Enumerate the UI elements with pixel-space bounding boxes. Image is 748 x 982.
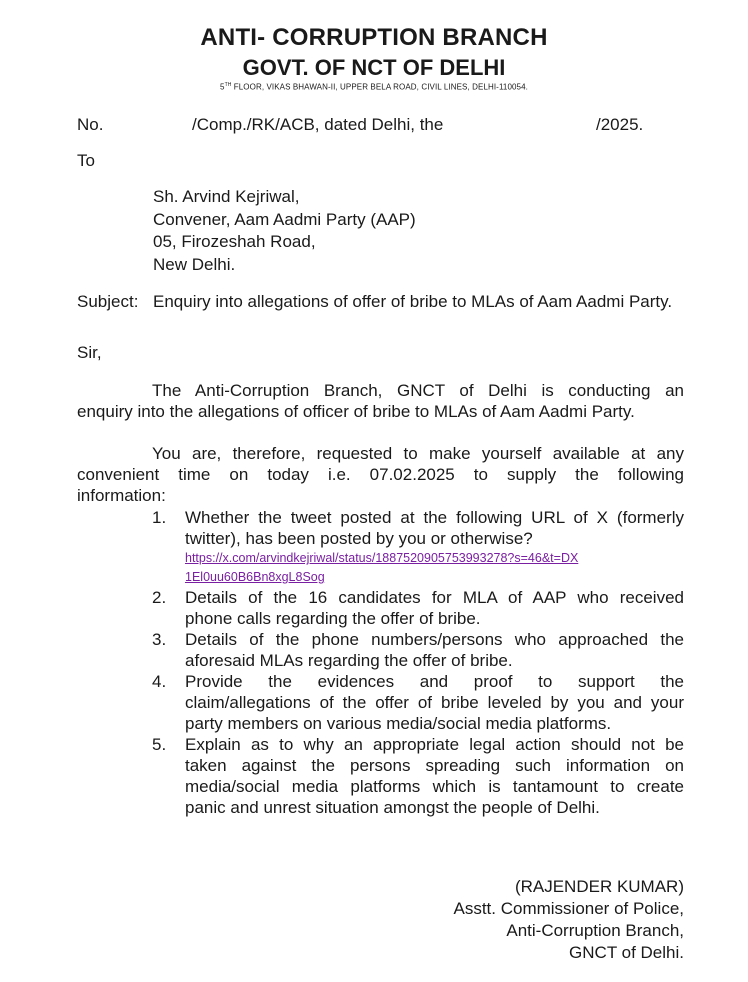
list-item-text: party members on various media/social media platforms. (185, 714, 612, 733)
paragraph-2 (77, 443, 684, 506)
reference-text: /Comp./RK/ACB, dated Delhi, the (192, 115, 444, 134)
list-item-text: twitter), has been posted by you or otherwise? (185, 529, 533, 548)
list-item-number: 3. (152, 630, 167, 649)
list-item-text: Provide the evidences and proof to support the (185, 672, 684, 691)
list-item (152, 734, 684, 818)
list-item-number: 4. (152, 672, 167, 691)
signatory-name: (RAJENDER KUMAR) (514, 877, 684, 896)
paragraph-2-line-3: information: (77, 486, 166, 505)
paragraph-2-line-2: convenient time on today i.e. 07.02.2025 to supply the following (77, 465, 684, 484)
greeting: Sir, (77, 343, 102, 362)
recipient-name: Sh. Arvind Kejriwal, (153, 187, 300, 206)
paragraph-1 (77, 380, 684, 422)
subject-text: Enquiry into allegations of offer of bribe to MLAs of Aam Aadmi Party. (153, 292, 673, 311)
letterhead-address: 5TH FLOOR, VIKAS BHAWAN-II, UPPER BELA ROAD, CIVIL LINES, DELHI-110054. (220, 82, 528, 92)
signatory-designation: Asstt. Commissioner of Police, (453, 899, 684, 918)
list-item-text: panic and unrest situation amongst the people of Delhi. (185, 798, 600, 817)
list-item-text: Whether the tweet posted at the following URL of X (formerly (185, 508, 684, 527)
list-item-text: media/social media platforms which is tantamount to create (185, 777, 684, 796)
reference-no-label: No. (77, 115, 104, 134)
recipient-address (153, 186, 416, 276)
recipient-title: Convener, Aam Aadmi Party (AAP) (153, 209, 416, 229)
request-list (152, 507, 684, 818)
list-item-text: Details of the phone numbers/persons who approached the (185, 630, 684, 649)
subject-label: Subject: (77, 292, 139, 311)
list-item-number: 5. (152, 735, 167, 754)
letterhead-subtitle: GOVT. OF NCT OF DELHI (242, 55, 506, 80)
list-item-number: 2. (152, 588, 167, 607)
tweet-url-link[interactable]: https://x.com/arvindkejriwal/status/1887520905753993278?s=46&t=DX (185, 551, 579, 565)
list-item (152, 587, 684, 629)
list-item-text: phone calls regarding the offer of bribe. (185, 609, 481, 628)
list-item-number: 1. (152, 508, 167, 527)
letterhead-title: ANTI- CORRUPTION BRANCH (200, 24, 548, 51)
paragraph-1-line-2: enquiry into the allegations of officer of bribe to MLAs of Aam Aadmi Party. (77, 402, 635, 421)
paragraph-1-line-1: The Anti-Corruption Branch, GNCT of Delhi is conducting an (152, 381, 684, 400)
signature-block (453, 876, 684, 964)
list-item-text: Details of the 16 candidates for MLA of AAP who received (185, 588, 684, 607)
to-label: To (77, 151, 95, 170)
reference-year: /2025. (596, 115, 644, 134)
signatory-org: GNCT of Delhi. (569, 943, 684, 962)
recipient-street: 05, Firozeshah Road, (153, 232, 316, 251)
list-item-text: claim/allegations of the offer of bribe leveled by you and your (185, 693, 684, 712)
paragraph-2-line-1: You are, therefore, requested to make yourself available at any (152, 444, 684, 463)
recipient-city: New Delhi. (153, 254, 236, 274)
list-item (152, 671, 684, 734)
list-item (152, 507, 684, 587)
list-item (152, 629, 684, 671)
signatory-branch: Anti-Corruption Branch, (506, 921, 684, 940)
tweet-url-link-continued[interactable]: 1El0uu60B6Bn8xgL8Sog (185, 570, 325, 584)
list-item-text: Explain as to why an appropriate legal action should not be (185, 735, 684, 754)
list-item-text: taken against the persons spreading such information on (185, 756, 684, 775)
list-item-text: aforesaid MLAs regarding the offer of bribe. (185, 651, 513, 670)
